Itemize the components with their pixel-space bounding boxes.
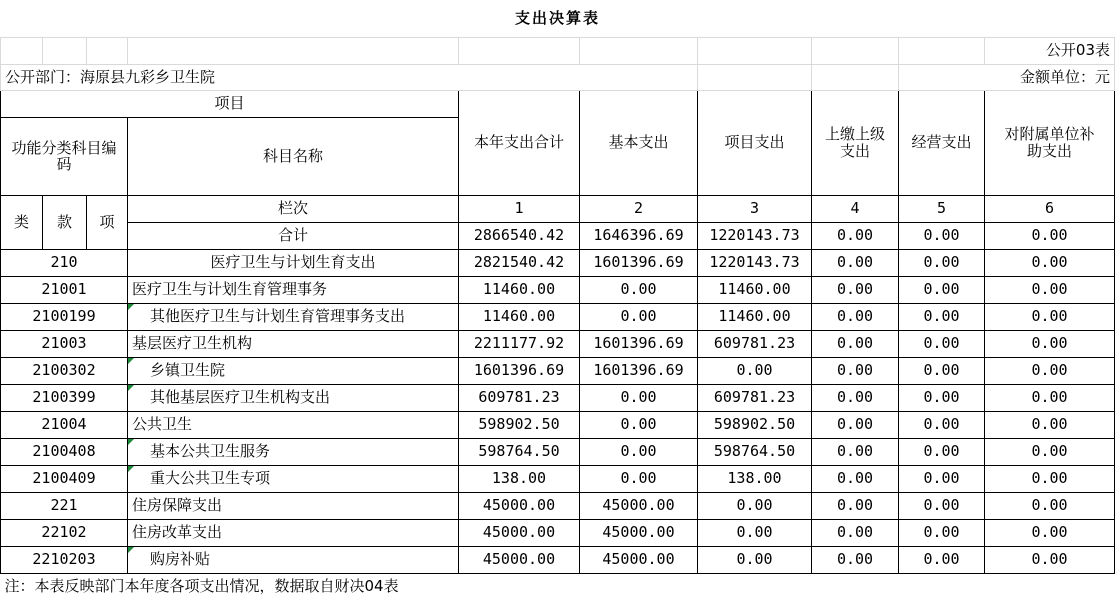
table-row xyxy=(1,384,1115,411)
total-value[interactable]: 1220143.73 xyxy=(698,222,812,249)
row-value[interactable]: 598764.50 xyxy=(698,438,812,465)
row-code[interactable]: 2100409 xyxy=(1,465,128,492)
row-value[interactable]: 45000.00 xyxy=(459,519,580,546)
empty-cell[interactable] xyxy=(698,37,812,64)
header-entry[interactable]: 项 xyxy=(87,195,128,249)
row-value[interactable]: 1601396.69 xyxy=(580,357,698,384)
row-value[interactable]: 0.00 xyxy=(812,519,899,546)
row-value[interactable]: 0.00 xyxy=(899,384,985,411)
table-row xyxy=(1,276,1115,303)
row-value[interactable]: 0.00 xyxy=(899,330,985,357)
row-value[interactable]: 0.00 xyxy=(985,384,1115,411)
table-row xyxy=(1,303,1115,330)
row-value[interactable]: 0.00 xyxy=(985,249,1115,276)
row-value[interactable]: 2211177.92 xyxy=(459,330,580,357)
row-name[interactable]: 公共卫生 xyxy=(128,411,459,438)
table-row xyxy=(1,546,1115,573)
row-value[interactable]: 0.00 xyxy=(812,546,899,573)
row-name[interactable]: 重大公共卫生专项 xyxy=(128,465,459,492)
total-value[interactable]: 1646396.69 xyxy=(580,222,698,249)
row-code[interactable]: 2100199 xyxy=(1,303,128,330)
row-value[interactable]: 0.00 xyxy=(580,438,698,465)
header-class[interactable]: 类 xyxy=(1,195,43,249)
empty-cell[interactable] xyxy=(580,37,698,64)
row-value[interactable]: 45000.00 xyxy=(580,492,698,519)
row-value[interactable]: 598764.50 xyxy=(459,438,580,465)
row-value[interactable]: 45000.00 xyxy=(459,546,580,573)
row-value[interactable]: 0.00 xyxy=(985,519,1115,546)
row-value[interactable]: 0.00 xyxy=(899,465,985,492)
unit-label[interactable]: 金额单位：元 xyxy=(899,64,1115,90)
row-value[interactable]: 11460.00 xyxy=(698,303,812,330)
empty-cell[interactable] xyxy=(128,37,459,64)
header-func-code[interactable]: 功能分类科目编码 xyxy=(1,117,128,195)
row-value[interactable]: 0.00 xyxy=(985,276,1115,303)
row-value[interactable]: 45000.00 xyxy=(459,492,580,519)
row-name[interactable]: 其他医疗卫生与计划生育管理事务支出 xyxy=(128,303,459,330)
col-number[interactable]: 3 xyxy=(698,195,812,222)
row-value[interactable]: 609781.23 xyxy=(698,384,812,411)
form-code[interactable]: 公开03表 xyxy=(985,37,1115,64)
row-name[interactable]: 购房补贴 xyxy=(128,546,459,573)
row-value[interactable]: 11460.00 xyxy=(698,276,812,303)
table-row xyxy=(1,330,1115,357)
row-value[interactable]: 0.00 xyxy=(812,330,899,357)
row-value[interactable]: 138.00 xyxy=(459,465,580,492)
row-code[interactable]: 2210203 xyxy=(1,546,128,573)
empty-cell[interactable] xyxy=(459,37,580,64)
footnote[interactable]: 注：本表反映部门本年度各项支出情况，数据取自财决04表 xyxy=(1,573,1115,599)
table-row xyxy=(1,357,1115,384)
empty-cell[interactable] xyxy=(1,37,43,64)
header-row-index[interactable]: 栏次 xyxy=(128,195,459,222)
empty-cell[interactable] xyxy=(812,37,899,64)
table-row xyxy=(1,519,1115,546)
row-value[interactable]: 0.00 xyxy=(985,492,1115,519)
row-code[interactable]: 21004 xyxy=(1,411,128,438)
row-value[interactable]: 2821540.42 xyxy=(459,249,580,276)
header-col-project[interactable]: 项目支出 xyxy=(698,90,812,195)
total-value[interactable]: 2866540.42 xyxy=(459,222,580,249)
row-value[interactable]: 0.00 xyxy=(899,357,985,384)
row-name[interactable]: 乡镇卫生院 xyxy=(128,357,459,384)
row-name[interactable]: 医疗卫生与计划生育支出 xyxy=(128,249,459,276)
row-value[interactable]: 0.00 xyxy=(812,438,899,465)
row-value[interactable]: 0.00 xyxy=(812,249,899,276)
row-code[interactable]: 221 xyxy=(1,492,128,519)
row-value[interactable]: 0.00 xyxy=(580,411,698,438)
col-number[interactable]: 5 xyxy=(899,195,985,222)
row-value[interactable]: 0.00 xyxy=(812,411,899,438)
row-value[interactable]: 0.00 xyxy=(985,330,1115,357)
row-value[interactable]: 0.00 xyxy=(580,276,698,303)
row-value[interactable]: 0.00 xyxy=(899,519,985,546)
row-value[interactable]: 0.00 xyxy=(899,249,985,276)
department-label[interactable]: 公开部门：海原县九彩乡卫生院 xyxy=(1,64,698,90)
row-value[interactable]: 11460.00 xyxy=(459,276,580,303)
total-label[interactable]: 合计 xyxy=(128,222,459,249)
row-value[interactable]: 0.00 xyxy=(899,438,985,465)
row-value[interactable]: 1601396.69 xyxy=(580,330,698,357)
row-name[interactable]: 住房保障支出 xyxy=(128,492,459,519)
header-col-superior[interactable]: 上缴上级支出 xyxy=(812,90,899,195)
header-subject-name[interactable]: 科目名称 xyxy=(128,117,459,195)
row-value[interactable]: 0.00 xyxy=(580,303,698,330)
row-name[interactable]: 基层医疗卫生机构 xyxy=(128,330,459,357)
table-row xyxy=(1,249,1115,276)
row-value[interactable]: 0.00 xyxy=(812,384,899,411)
row-name[interactable]: 住房改革支出 xyxy=(128,519,459,546)
row-value[interactable]: 0.00 xyxy=(899,492,985,519)
row-code[interactable]: 2100399 xyxy=(1,384,128,411)
total-value[interactable]: 0.00 xyxy=(985,222,1115,249)
row-value[interactable]: 45000.00 xyxy=(580,519,698,546)
row-value[interactable]: 0.00 xyxy=(812,492,899,519)
row-value[interactable]: 0.00 xyxy=(985,411,1115,438)
page-title: 支出决算表 xyxy=(515,9,601,27)
col-number[interactable]: 1 xyxy=(459,195,580,222)
row-value[interactable]: 0.00 xyxy=(698,519,812,546)
row-value[interactable]: 0.00 xyxy=(985,303,1115,330)
empty-cell[interactable] xyxy=(698,64,812,90)
row-value[interactable]: 598902.50 xyxy=(698,411,812,438)
header-col-subsidy[interactable]: 对附属单位补助支出 xyxy=(985,90,1115,195)
row-value[interactable]: 0.00 xyxy=(812,357,899,384)
empty-cell[interactable] xyxy=(812,64,899,90)
total-value[interactable]: 0.00 xyxy=(899,222,985,249)
row-name[interactable]: 基本公共卫生服务 xyxy=(128,438,459,465)
col-number[interactable]: 4 xyxy=(812,195,899,222)
row-value[interactable]: 0.00 xyxy=(985,465,1115,492)
row-value[interactable]: 1601396.69 xyxy=(580,249,698,276)
row-value[interactable]: 0.00 xyxy=(580,465,698,492)
table-row xyxy=(1,465,1115,492)
table-row xyxy=(1,411,1115,438)
col-number[interactable]: 2 xyxy=(580,195,698,222)
row-name[interactable]: 医疗卫生与计划生育管理事务 xyxy=(128,276,459,303)
total-value[interactable]: 0.00 xyxy=(812,222,899,249)
empty-cell[interactable] xyxy=(43,37,87,64)
col-number[interactable]: 6 xyxy=(985,195,1115,222)
empty-cell[interactable] xyxy=(899,37,985,64)
row-code[interactable]: 2100408 xyxy=(1,438,128,465)
row-value[interactable]: 0.00 xyxy=(698,357,812,384)
row-value[interactable]: 0.00 xyxy=(812,465,899,492)
row-value[interactable]: 0.00 xyxy=(812,276,899,303)
row-value[interactable]: 45000.00 xyxy=(580,546,698,573)
header-col-business[interactable]: 经营支出 xyxy=(899,90,985,195)
row-value[interactable]: 0.00 xyxy=(985,438,1115,465)
row-code[interactable]: 2100302 xyxy=(1,357,128,384)
header-section[interactable]: 款 xyxy=(43,195,87,249)
row-value[interactable]: 0.00 xyxy=(985,546,1115,573)
row-code[interactable]: 210 xyxy=(1,249,128,276)
row-value[interactable]: 0.00 xyxy=(985,357,1115,384)
row-value[interactable]: 0.00 xyxy=(580,384,698,411)
row-name[interactable]: 其他基层医疗卫生机构支出 xyxy=(128,384,459,411)
header-item[interactable]: 项目 xyxy=(1,90,459,117)
row-value[interactable]: 609781.23 xyxy=(698,330,812,357)
empty-cell[interactable] xyxy=(87,37,128,64)
row-code[interactable]: 21003 xyxy=(1,330,128,357)
row-code[interactable]: 22102 xyxy=(1,519,128,546)
row-value[interactable]: 0.00 xyxy=(899,546,985,573)
header-col-total[interactable]: 本年支出合计 xyxy=(459,90,580,195)
row-value[interactable]: 0.00 xyxy=(812,303,899,330)
row-value[interactable]: 0.00 xyxy=(698,492,812,519)
row-value[interactable]: 138.00 xyxy=(698,465,812,492)
row-value[interactable]: 598902.50 xyxy=(459,411,580,438)
header-col-basic[interactable]: 基本支出 xyxy=(580,90,698,195)
row-value[interactable]: 609781.23 xyxy=(459,384,580,411)
row-value[interactable]: 1601396.69 xyxy=(459,357,580,384)
row-value[interactable]: 0.00 xyxy=(698,546,812,573)
row-value[interactable]: 0.00 xyxy=(899,411,985,438)
row-value[interactable]: 11460.00 xyxy=(459,303,580,330)
row-value[interactable]: 0.00 xyxy=(899,303,985,330)
table-row xyxy=(1,438,1115,465)
row-value[interactable]: 0.00 xyxy=(899,276,985,303)
table-row xyxy=(1,492,1115,519)
row-value[interactable]: 1220143.73 xyxy=(698,249,812,276)
row-code[interactable]: 21001 xyxy=(1,276,128,303)
